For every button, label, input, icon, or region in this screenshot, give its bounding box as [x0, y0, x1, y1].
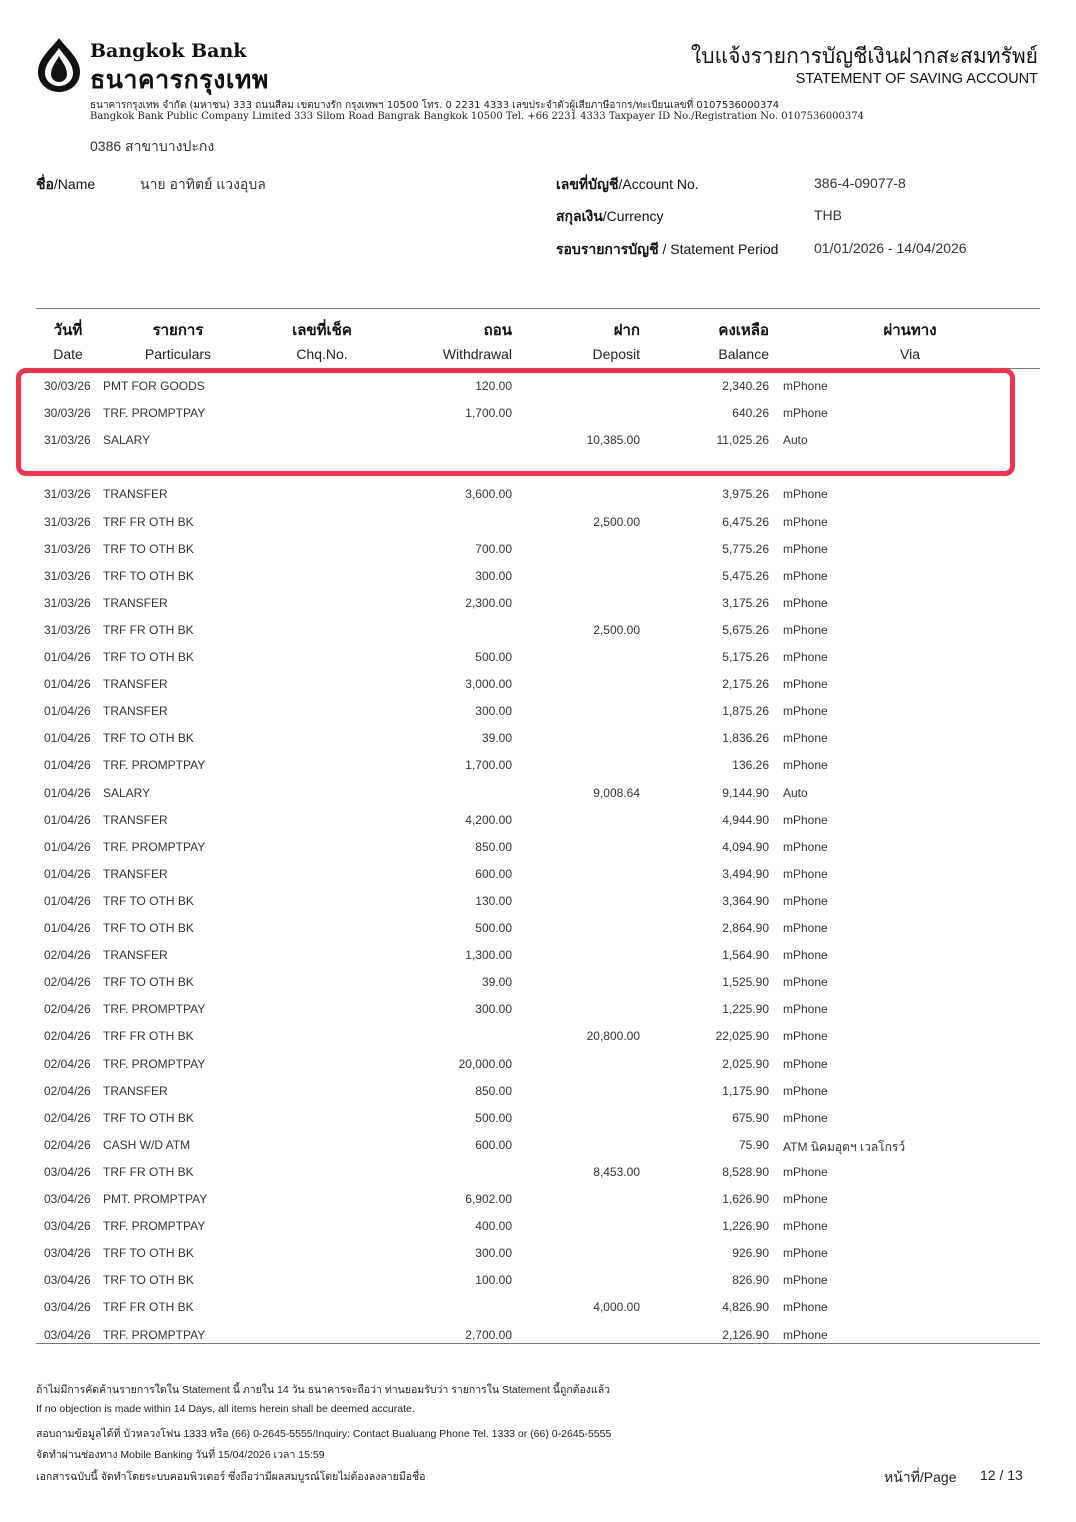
header-chqno-en: Chq.No.	[296, 346, 348, 362]
table-row	[0, 833, 1076, 860]
cell-date: 31/03/26	[44, 433, 91, 448]
cell-part: PMT FOR GOODS	[103, 379, 205, 393]
cell-date: 01/04/26	[44, 921, 91, 935]
cell-bal: 1,836.26	[722, 731, 769, 746]
header-date-th: วันที่	[53, 321, 83, 339]
cell-part: SALARY	[103, 433, 151, 448]
cell-part: TRANSFER	[103, 812, 168, 827]
statement-title-th: ใบแจ้งรายการบัญชีเงินฝากสะสมทรัพย์	[691, 44, 1038, 68]
cell-bal: 6,475.26	[722, 514, 769, 529]
cell-bal: 5,675.26	[722, 622, 769, 637]
cell-bal: 675.90	[732, 1110, 769, 1125]
cell-via: mPhone	[783, 1327, 828, 1342]
cell-part: TRF FR OTH BK	[103, 1300, 194, 1315]
cell-via: mPhone	[783, 1056, 828, 1071]
cell-wd: 39.00	[481, 731, 512, 746]
cell-wd: 500.00	[475, 1110, 512, 1125]
cell-part: TRANSFER	[103, 948, 168, 963]
cell-bal: 5,175.26	[722, 650, 769, 664]
cell-bal: 2,175.26	[722, 677, 769, 692]
cell-date: 01/04/26	[44, 731, 91, 746]
bank-address-th: ธนาคารกรุงเทพ จำกัด (มหาชน) 333 ถนนสีลม เขตบางรัก กรุงเทพฯ 10500 โทร. 0 2231 4333 เลขประจำตัวผู้เสียภาษีอากร/ทะเบียนเลขที่ 0107536000374	[90, 100, 780, 111]
cell-via: mPhone	[783, 650, 828, 664]
cell-bal: 2,340.26	[722, 379, 769, 393]
cell-wd: 600.00	[475, 1137, 512, 1152]
cell-wd: 1,300.00	[465, 948, 512, 963]
currency-value: THB	[814, 207, 842, 223]
cell-via: mPhone	[783, 731, 828, 746]
cell-bal: 640.26	[732, 406, 769, 421]
cell-wd: 300.00	[475, 568, 512, 583]
cell-via: mPhone	[783, 379, 828, 393]
cell-date: 02/04/26	[44, 1110, 91, 1125]
table-row	[0, 887, 1076, 914]
header-via-en: Via	[900, 346, 920, 362]
table-bottom-rule	[36, 1343, 1040, 1344]
cell-bal: 136.26	[732, 758, 769, 773]
cell-bal: 2,126.90	[722, 1327, 769, 1342]
table-row	[0, 1185, 1076, 1212]
cell-bal: 3,364.90	[722, 893, 769, 908]
cell-part: TRF. PROMPTPAY	[103, 406, 206, 421]
cell-wd: 1,700.00	[465, 758, 512, 773]
cell-bal: 826.90	[732, 1273, 769, 1288]
cell-wd: 4,200.00	[465, 812, 512, 827]
cell-date: 02/04/26	[44, 1137, 91, 1152]
cell-wd: 39.00	[481, 975, 512, 990]
cell-part: TRF TO OTH BK	[103, 1273, 194, 1288]
cell-date: 31/03/26	[44, 487, 91, 502]
cell-via: mPhone	[783, 1273, 828, 1288]
table-row	[0, 779, 1076, 806]
cell-via: mPhone	[783, 1002, 828, 1017]
table-row	[0, 562, 1076, 589]
cell-wd: 850.00	[475, 839, 512, 854]
header-via-th: ผ่านทาง	[883, 321, 937, 339]
cell-via: mPhone	[783, 514, 828, 529]
cell-dep: 20,800.00	[586, 1029, 640, 1044]
cell-wd: 300.00	[475, 704, 512, 719]
table-row	[0, 1266, 1076, 1293]
cell-part: TRF TO OTH BK	[103, 1246, 194, 1261]
cell-date: 02/04/26	[44, 1029, 91, 1044]
page-number: 12 / 13	[980, 1467, 1023, 1483]
table-row	[0, 535, 1076, 562]
cell-bal: 75.90	[738, 1137, 769, 1152]
cell-wd: 130.00	[475, 893, 512, 908]
cell-bal: 2,025.90	[722, 1056, 769, 1071]
table-row	[0, 860, 1076, 887]
statement-title-en: STATEMENT OF SAVING ACCOUNT	[795, 71, 1038, 87]
cell-wd: 2,700.00	[465, 1327, 512, 1342]
cell-wd: 1,700.00	[465, 406, 512, 421]
footer-inquiry: สอบถามข้อมูลได้ที่ บัวหลวงโฟน 1333 หรือ (66) 0-2645-5555/Inquiry: Contact Bualuang Phone Tel. 1333 or (66) 0-2645-5555	[36, 1428, 612, 1440]
cell-date: 03/04/26	[44, 1273, 91, 1288]
cell-date: 01/04/26	[44, 650, 91, 664]
cell-date: 03/04/26	[44, 1300, 91, 1315]
cell-wd: 600.00	[475, 866, 512, 881]
cell-bal: 9,144.90	[722, 785, 769, 800]
account-holder-name: นาย อาทิตย์ แวงอุบล	[140, 176, 266, 192]
cell-bal: 1,225.90	[722, 1002, 769, 1017]
table-row	[0, 914, 1076, 941]
header-balance-th: คงเหลือ	[718, 321, 769, 339]
cell-dep: 10,385.00	[586, 433, 640, 448]
table-row	[0, 616, 1076, 643]
cell-bal: 3,494.90	[722, 866, 769, 881]
table-row	[0, 508, 1076, 535]
cell-bal: 3,975.26	[722, 487, 769, 502]
cell-part: TRF FR OTH BK	[103, 622, 194, 637]
cell-part: TRF. PROMPTPAY	[103, 1002, 206, 1017]
cell-wd: 300.00	[475, 1246, 512, 1261]
cell-via: Auto	[783, 785, 808, 800]
cell-date: 02/04/26	[44, 1083, 91, 1098]
account-no-value: 386-4-09077-8	[814, 175, 906, 191]
cell-date: 01/04/26	[44, 704, 91, 719]
cell-bal: 11,025.26	[716, 433, 769, 448]
table-row	[0, 1293, 1076, 1320]
table-row	[0, 1158, 1076, 1185]
cell-wd: 100.00	[475, 1273, 512, 1288]
cell-wd: 850.00	[475, 1083, 512, 1098]
header-chqno-th: เลขที่เช็ค	[292, 321, 352, 339]
branch-name: 0386 สาขาบางปะกง	[90, 138, 215, 154]
cell-date: 01/04/26	[44, 758, 91, 773]
table-row	[0, 643, 1076, 670]
cell-via: mPhone	[783, 921, 828, 935]
cell-date: 02/04/26	[44, 975, 91, 990]
cell-bal: 4,094.90	[722, 839, 769, 854]
cell-wd: 700.00	[475, 541, 512, 556]
cell-dep: 2,500.00	[593, 514, 640, 529]
cell-bal: 1,226.90	[722, 1219, 769, 1234]
cell-via: mPhone	[783, 758, 828, 773]
highlight-box	[16, 368, 1015, 476]
cell-part: CASH W/D ATM	[103, 1137, 191, 1152]
page-label: หน้าที่/Page	[884, 1469, 957, 1485]
cell-via: mPhone	[783, 595, 828, 610]
table-row	[0, 995, 1076, 1022]
cell-via: mPhone	[783, 948, 828, 963]
cell-bal: 22,025.90	[715, 1029, 769, 1044]
cell-bal: 4,826.90	[722, 1300, 769, 1315]
bank-name-th: ธนาคารกรุงเทพ	[90, 65, 269, 94]
cell-date: 02/04/26	[44, 948, 91, 963]
cell-via: mPhone	[783, 487, 828, 502]
cell-part: TRF TO OTH BK	[103, 1110, 194, 1125]
cell-via: mPhone	[783, 1083, 828, 1098]
cell-date: 03/04/26	[44, 1192, 91, 1206]
currency-label: สกุลเงิน/Currency	[556, 208, 664, 224]
cell-via: mPhone	[783, 893, 828, 908]
cell-bal: 8,528.90	[722, 1164, 769, 1179]
table-row	[0, 670, 1076, 697]
statement-period-value: 01/01/2026 - 14/04/2026	[814, 240, 967, 256]
cell-via: mPhone	[783, 1246, 828, 1261]
cell-part: TRF TO OTH BK	[103, 921, 194, 935]
table-row	[0, 941, 1076, 968]
bangkok-bank-lotus-logo-icon	[36, 36, 82, 94]
cell-bal: 3,175.26	[722, 595, 769, 610]
header-deposit-th: ฝาก	[613, 321, 640, 339]
table-row	[0, 697, 1076, 724]
cell-date: 01/04/26	[44, 812, 91, 827]
cell-date: 03/04/26	[44, 1219, 91, 1234]
cell-bal: 5,475.26	[722, 568, 769, 583]
table-row	[0, 1077, 1076, 1104]
cell-bal: 1,525.90	[722, 975, 769, 990]
cell-dep: 8,453.00	[593, 1164, 640, 1179]
cell-part: TRF. PROMPTPAY	[103, 1219, 206, 1234]
cell-part: TRF TO OTH BK	[103, 541, 194, 556]
cell-part: TRANSFER	[103, 866, 168, 881]
footer-objection-en: If no objection is made within 14 Days, all items herein shall be deemed accurate.	[36, 1403, 415, 1415]
cell-via: mPhone	[783, 677, 828, 692]
cell-via: mPhone	[783, 406, 828, 421]
cell-date: 30/03/26	[44, 406, 91, 421]
cell-dep: 9,008.64	[593, 785, 640, 800]
bank-name-en: Bangkok Bank	[90, 40, 247, 62]
cell-part: TRF FR OTH BK	[103, 514, 194, 529]
cell-part: TRF. PROMPTPAY	[103, 1056, 206, 1071]
cell-via: mPhone	[783, 866, 828, 881]
cell-bal: 4,944.90	[722, 812, 769, 827]
cell-date: 02/04/26	[44, 1002, 91, 1017]
cell-via: mPhone	[783, 568, 828, 583]
cell-date: 03/04/26	[44, 1164, 91, 1179]
cell-wd: 500.00	[475, 921, 512, 935]
cell-via: mPhone	[783, 622, 828, 637]
cell-part: TRANSFER	[103, 595, 168, 610]
bank-address-en: Bangkok Bank Public Company Limited 333 Silom Road Bangrak Bangkok 10500 Tel. +66 2231 4333 Taxpayer ID No./Registration No. 0107536000374	[90, 111, 864, 122]
cell-wd: 500.00	[475, 650, 512, 664]
cell-bal: 5,775.26	[722, 541, 769, 556]
header-balance-en: Balance	[718, 346, 769, 362]
cell-wd: 3,600.00	[465, 487, 512, 502]
table-row	[0, 806, 1076, 833]
cell-part: TRF FR OTH BK	[103, 1164, 194, 1179]
cell-date: 31/03/26	[44, 568, 91, 583]
cell-date: 31/03/26	[44, 622, 91, 637]
cell-date: 30/03/26	[44, 379, 91, 393]
cell-date: 01/04/26	[44, 866, 91, 881]
table-row	[0, 1022, 1076, 1049]
cell-part: TRANSFER	[103, 704, 168, 719]
header-withdrawal-th: ถอน	[483, 321, 512, 339]
cell-via: mPhone	[783, 1300, 828, 1315]
footer-objection-th: ถ้าไม่มีการคัดค้านรายการใดใน Statement นี้ ภายใน 14 วัน ธนาคารจะถือว่า ท่านยอมรับว่า รายการใน Statement นี้ถูกต้องแล้ว	[36, 1384, 611, 1396]
cell-wd: 300.00	[475, 1002, 512, 1017]
cell-date: 03/04/26	[44, 1246, 91, 1261]
cell-date: 01/04/26	[44, 893, 91, 908]
cell-part: SALARY	[103, 785, 151, 800]
cell-wd: 20,000.00	[458, 1056, 512, 1071]
header-particulars-th: รายการ	[152, 321, 204, 339]
cell-via: mPhone	[783, 541, 828, 556]
footer-computer-generated: เอกสารฉบับนี้ จัดทำโดยระบบคอมพิวเตอร์ ซึ่งถือว่ามีผลสมบูรณ์โดยไม่ต้องลงลายมือชื่อ	[36, 1471, 426, 1483]
table-row	[0, 480, 1076, 507]
table-row	[0, 724, 1076, 751]
cell-wd: 400.00	[475, 1219, 512, 1234]
cell-wd: 2,300.00	[465, 595, 512, 610]
header-withdrawal-en: Withdrawal	[442, 346, 512, 362]
cell-part: TRF. PROMPTPAY	[103, 839, 206, 854]
cell-date: 01/04/26	[44, 839, 91, 854]
name-label: ชื่อ/Name	[36, 176, 96, 192]
cell-wd: 120.00	[475, 379, 512, 393]
cell-bal: 926.90	[732, 1246, 769, 1261]
table-row	[0, 589, 1076, 616]
table-row	[0, 1131, 1076, 1158]
cell-via: mPhone	[783, 1219, 828, 1234]
table-row	[0, 968, 1076, 995]
cell-date: 01/04/26	[44, 785, 91, 800]
cell-wd: 3,000.00	[465, 677, 512, 692]
cell-via: mPhone	[783, 1192, 828, 1206]
cell-bal: 2,864.90	[722, 921, 769, 935]
cell-via: mPhone	[783, 704, 828, 719]
cell-via: mPhone	[783, 1029, 828, 1044]
cell-part: TRF. PROMPTPAY	[103, 1327, 206, 1342]
table-row	[0, 1239, 1076, 1266]
cell-part: TRF TO OTH BK	[103, 975, 194, 990]
cell-via: mPhone	[783, 1110, 828, 1125]
header-deposit-en: Deposit	[592, 346, 640, 362]
cell-part: TRF TO OTH BK	[103, 650, 194, 664]
cell-date: 03/04/26	[44, 1327, 91, 1342]
cell-part: TRANSFER	[103, 1083, 168, 1098]
table-row	[0, 1050, 1076, 1077]
footer-generated: จัดทำผ่านช่องทาง Mobile Banking วันที่ 15/04/2026 เวลา 15:59	[36, 1449, 325, 1461]
cell-part: PMT. PROMPTPAY	[103, 1192, 208, 1206]
cell-dep: 2,500.00	[593, 622, 640, 637]
cell-date: 31/03/26	[44, 541, 91, 556]
cell-via: mPhone	[783, 975, 828, 990]
cell-date: 31/03/26	[44, 595, 91, 610]
cell-dep: 4,000.00	[593, 1300, 640, 1315]
account-no-label: เลขที่บัญชี/Account No.	[556, 176, 699, 192]
cell-part: TRANSFER	[103, 677, 168, 692]
cell-via: mPhone	[783, 839, 828, 854]
cell-part: TRF FR OTH BK	[103, 1029, 194, 1044]
cell-date: 31/03/26	[44, 514, 91, 529]
cell-via: Auto	[783, 433, 808, 448]
header-date-en: Date	[53, 346, 83, 362]
table-row	[0, 1104, 1076, 1131]
cell-via: mPhone	[783, 1164, 828, 1179]
statement-period-label: รอบรายการบัญชี / Statement Period	[556, 241, 779, 257]
table-row	[0, 1212, 1076, 1239]
cell-via: ATM นิคมอุตฯ เวลโกรว์	[783, 1139, 906, 1154]
cell-bal: 1,564.90	[722, 948, 769, 963]
cell-part: TRF TO OTH BK	[103, 731, 194, 746]
table-top-rule	[36, 308, 1040, 309]
cell-date: 02/04/26	[44, 1056, 91, 1071]
cell-date: 01/04/26	[44, 677, 91, 692]
table-row	[0, 751, 1076, 778]
cell-part: TRF TO OTH BK	[103, 893, 194, 908]
cell-part: TRF. PROMPTPAY	[103, 758, 206, 773]
header-particulars-en: Particulars	[144, 346, 212, 362]
cell-via: mPhone	[783, 812, 828, 827]
cell-bal: 1,175.90	[722, 1083, 769, 1098]
cell-bal: 1,626.90	[722, 1192, 769, 1206]
cell-bal: 1,875.26	[722, 704, 769, 719]
cell-wd: 6,902.00	[465, 1192, 512, 1206]
cell-part: TRF TO OTH BK	[103, 568, 194, 583]
cell-part: TRANSFER	[103, 487, 168, 502]
